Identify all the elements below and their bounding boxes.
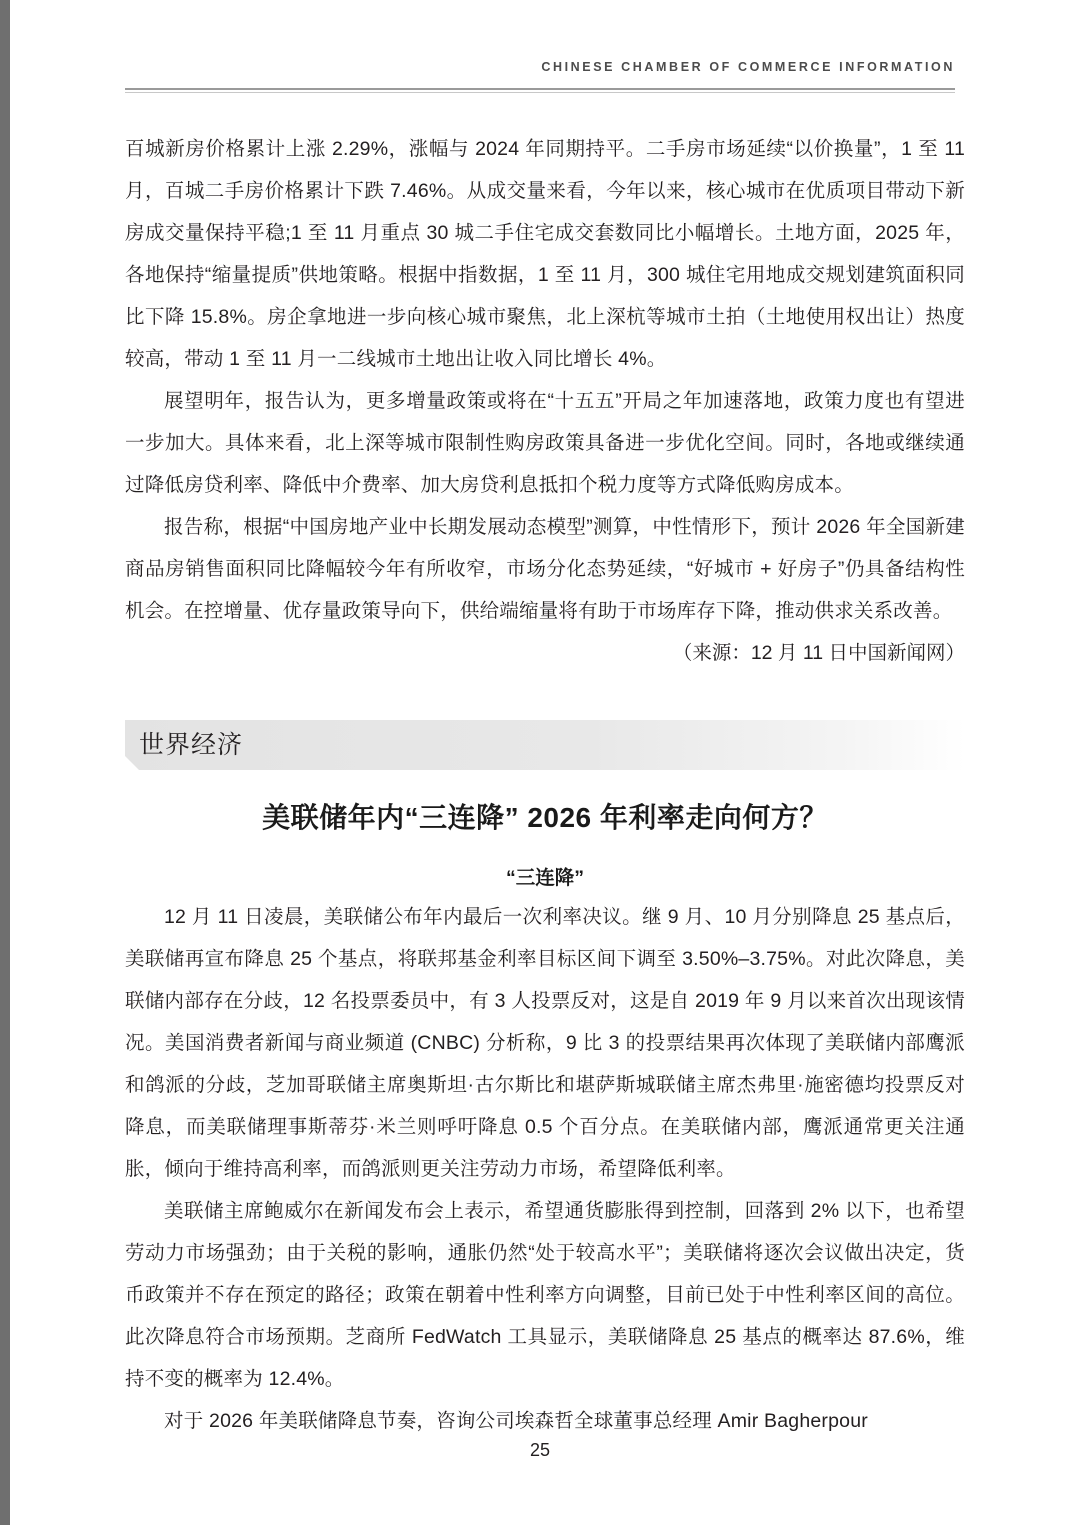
header-rule-thin — [125, 92, 955, 93]
paragraph-top-1: 百城新房价格累计上涨 2.29%，涨幅与 2024 年同期持平。二手房市场延续“以价换量”，1 至 11 月，百城二手房价格累计下跌 7.46%。从成交量来看，今年以来，核心城市在优质项目带动下新房成交量保持平稳;1 至 11 月重点 30 城二手住宅成交套数同比小幅增长。土地方面，2025 年，各地保持“缩量提质”供地策略。根据中指数据，1 至 11 月，300 城住宅用地成交规划建筑面积同比下降 15.8%。房企拿地进一步向核心城市聚焦，北上深杭等城市土拍（土地使用权出让）热度较高，带动 1 至 11 月一二线城市土地出让收入同比增长 4%。 — [125, 138, 965, 370]
page-content — [125, 128, 965, 1442]
article-title: 美联储年内“三连降” 2026 年利率走向何方？ — [262, 802, 828, 833]
page-number: 25 — [529, 1440, 551, 1460]
article-subtitle: “三连降” — [505, 867, 584, 889]
paragraph-article-2: 美联储主席鲍威尔在新闻发布会上表示，希望通货膨胀得到控制，回落到 2% 以下，也希望劳动力市场强劲；由于关税的影响，通胀仍然“处于较高水平”；美联储将逐次会议做出决定，货币政策并不存在预定的路径；政策在朝着中性利率方向调整，目前已处于中性利率区间的高位。此次降息符合市场预期。芝商所 FedWatch 工具显示，美联储降息 25 基点的概率达 87.6%，维持不变的概率为 12.4%。 — [125, 1200, 965, 1390]
running-head: CHINESE CHAMBER OF COMMERCE INFORMATION — [541, 60, 955, 74]
paragraph-top-2: 展望明年，报告认为，更多增量政策或将在“十五五”开局之年加速落地，政策力度也有望进一步加大。具体来看，北上深等城市限制性购房政策具备进一步优化空间。同时，各地或继续通过降低房贷利率、降低中介费率、加大房贷利息抵扣个税力度等方式降低购房成本。 — [125, 390, 965, 496]
source-attribution: （来源：12 月 11 日中国新闻网） — [672, 642, 965, 664]
section-title: 世界经济 — [139, 731, 244, 759]
header-rule — [125, 88, 955, 90]
section-header — [125, 720, 965, 770]
paragraph-top-3: 报告称，根据“中国房地产业中长期发展动态模型”测算，中性情形下，预计 2026 年全国新建商品房销售面积同比降幅较今年有所收窄，市场分化态势延续，“好城市 + 好房子”仍具备结构性机会。在控增量、优存量政策导向下，供给端缩量将有助于市场库存下降，推动供求关系改善。 — [125, 516, 965, 622]
paragraph-article-3: 对于 2026 年美联储降息节奏，咨询公司埃森哲全球董事总经理 Amir Bagherpour — [164, 1410, 868, 1432]
page-spine-bar — [0, 0, 10, 1525]
paragraph-article-1: 12 月 11 日凌晨，美联储公布年内最后一次利率决议。继 9 月、10 月分别降息 25 基点后，美联储再宣布降息 25 个基点，将联邦基金利率目标区间下调至 3.50%–3.75%。对此次降息，美联储内部存在分歧，12 名投票委员中，有 3 人投票反对，这是自 2019 年 9 月以来首次出现该情况。美国消费者新闻与商业频道 (CNBC) 分析称，9 比 3 的投票结果再次体现了美联储内部鹰派和鸽派的分歧，芝加哥联储主席奥斯坦·古尔斯比和堪萨斯城联储主席杰弗里·施密德均投票反对降息，而美联储理事斯蒂芬·米兰则呼吁降息 0.5 个百分点。在美联储内部，鹰派通常更关注通胀，倾向于维持高利率，而鸽派则更关注劳动力市场，希望降低利率。 — [125, 906, 965, 1180]
section-header-background — [125, 720, 965, 770]
header-band — [10, 0, 1080, 96]
page-header — [0, 0, 1080, 96]
